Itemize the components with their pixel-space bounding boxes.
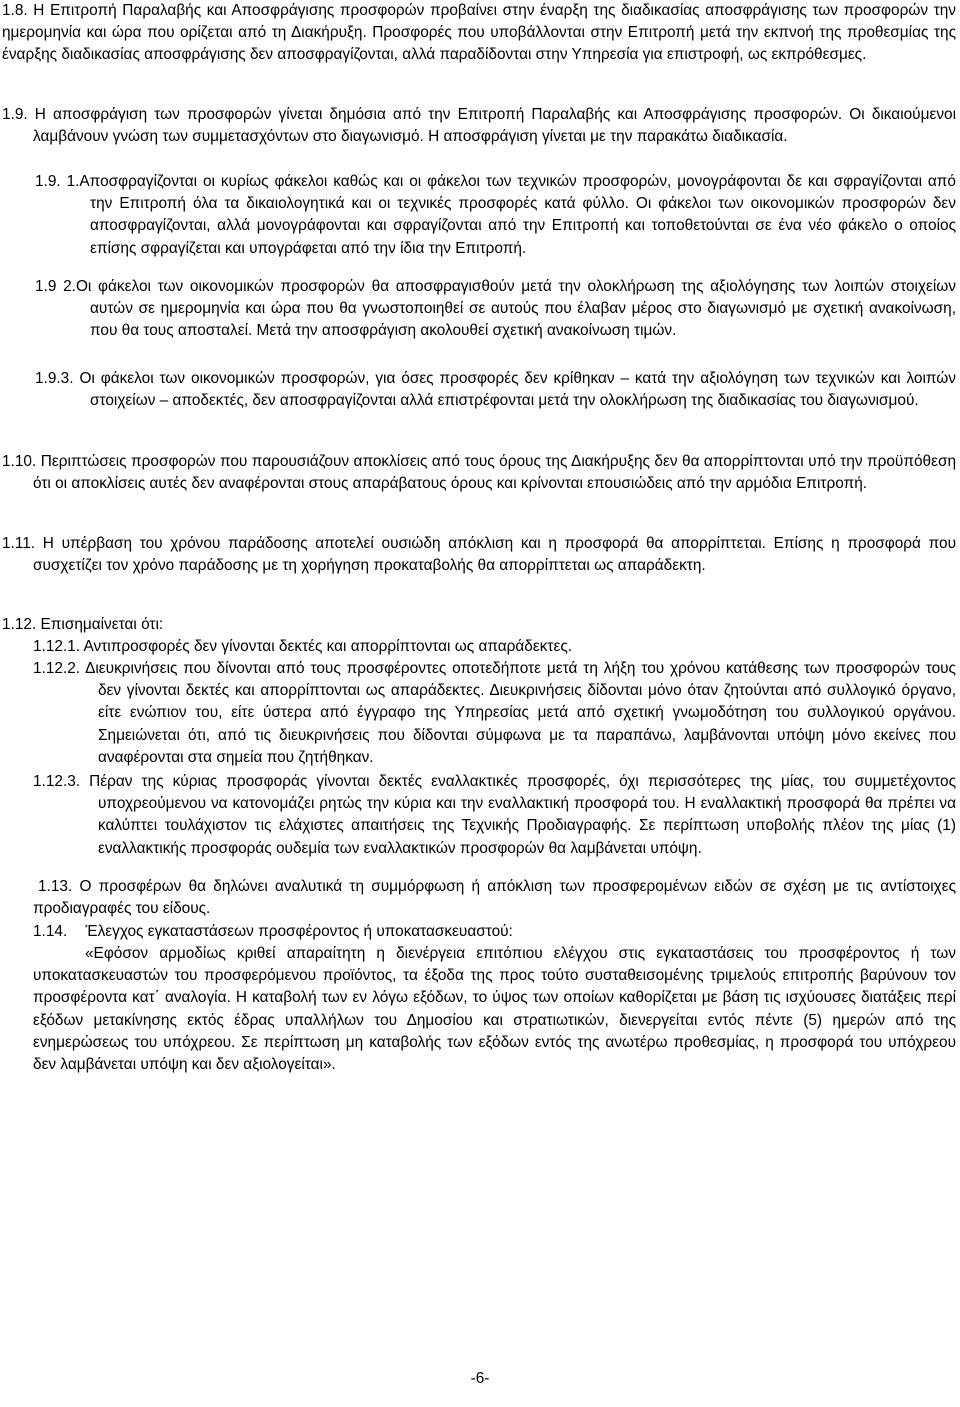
paragraph-text: Επισημαίνεται ότι:: [40, 616, 164, 633]
paragraph-1-9-3: [35, 368, 957, 412]
paragraph-1-12: [2, 614, 956, 636]
paragraph-1-14-quote: [33, 943, 956, 1076]
section-number: 1.9 2.: [35, 278, 76, 295]
paragraph-text: Διευκρινήσεις που δίνονται από τους προσφέροντες οποτεδήποτε μετά τη λήξη του χρόνου κατάθεσης των προσφορών τους δεν γίνονται δεκτές και απορρίπτονται ως απαράδεκτες. Διευκρινήσεις δίδονται μόνο όταν ζητούνται από συλλογικό όργανο, είτε ενώπιον του, είτε ύστερα από έγγραφο της Υπηρεσίας μετά από σχετική γνωμοδότηση του συλλογικού οργάνου. Σημειώνεται ότι, από τις διευκρινήσεις που δίδονται σύμφωνα με τα παραπάνω, λαμβάνονται υπόψη μόνο εκείνες που αναφέρονται στα σημεία που ζητήθηκαν.: [85, 660, 956, 766]
paragraph-text: Αποσφραγίζονται οι κυρίως φάκελοι καθώς και οι φάκελοι των τεχνικών προσφορών, μονογράφονται δε και σφραγίζονται από την Επιτροπή όλα τα δικαιολογητικά και οι τεχνικές προσφορές κατά φύλλο. Οι φάκελοι των οικονομικών προσφορών δεν αποσφραγίζονται, αλλά μονογράφονται και σφραγίζονται από την Επιτροπή και τοποθετούνται σε ένα νέο φάκελο ο οποίος επίσης σφραγίζεται και υπογράφεται από την ίδια την Επιτροπή.: [79, 173, 956, 257]
paragraph-text: Η Επιτροπή Παραλαβής και Αποσφράγισης προσφορών προβαίνει στην έναρξη της διαδικασίας αποσφράγισης των προσφορών την ημερομηνία και ώρα που ορίζεται από τη Διακήρυξη. Προσφορές που υποβάλλονται στην Επιτροπή μετά την εκπνοή της προθεσμίας της έναρξης διαδικασίας αποσφράγισης δεν αποσφραγίζονται, αλλά παραδίδονται στην Υπηρεσία για επιστροφή, ως εκπρόθεσμες.: [2, 2, 956, 64]
paragraph-1-14: [33, 921, 956, 943]
paragraph-1-8: [2, 0, 956, 67]
section-number: 1.9.: [2, 106, 28, 123]
paragraph-text: Περιπτώσεις προσφορών που παρουσιάζουν αποκλίσεις από τους όρους της Διακήρυξης δεν θα απορρίπτονται υπό την προϋπόθεση ότι οι αποκλίσεις αυτές δεν αναφέρονται στους απαράβατους όρους και κρίνονται επουσιώδεις από την αρμόδια Επιτροπή.: [33, 453, 956, 493]
paragraph-1-12-3: [33, 771, 956, 860]
paragraph-1-13: [33, 876, 956, 920]
paragraph-1-9-2: [35, 276, 956, 343]
section-number: 1.9. 1.: [35, 173, 80, 190]
paragraph-text: Οι φάκελοι των οικονομικών προσφορών θα αποσφραγισθούν μετά την ολοκλήρωση της αξιολόγησης των λοιπών στοιχείων αυτών σε ημερομηνία και ώρα που θα γνωστοποιηθεί σε αυτούς που έλαβαν μέρος στο διαγωνισμό με σχετική ανακοίνωση, που θα τους αποσταλεί. Μετά την αποσφράγιση ακολουθεί σχετική ανακοίνωση τιμών.: [75, 278, 956, 340]
paragraph-1-10: [2, 451, 956, 495]
section-number: 1.9.3.: [35, 370, 74, 387]
section-number: 1.14.: [33, 923, 68, 940]
paragraph-text: Πέραν της κύριας προσφοράς γίνονται δεκτές εναλλακτικές προσφορές, όχι περισσότερες της μίας, του συμμετέχοντος υποχρεούμενου να κατονομάζει ρητώς την κύρια και την εναλλακτική προσφορά του. Η εναλλακτική προσφορά θα πρέπει να καλύπτει τουλάχιστον τις ελάχιστες απαιτήσεις της Τεχνικής Προδιαγραφής. Σε περίπτωση υποβολής πλέον της μίας (1) εναλλακτικής προσφοράς ουδεμία των εναλλακτικών προσφορών θα λαμβάνεται υπόψη.: [89, 773, 956, 857]
paragraph-text: Η υπέρβαση του χρόνου παράδοσης αποτελεί ουσιώδη απόκλιση και η προσφορά θα απορρίπτεται. Επίσης η προσφορά που συσχετίζει τον χρόνο παράδοσης με τη χορήγηση προκαταβολής θα απορρίπτεται ως απαράδεκτη.: [33, 535, 957, 575]
paragraph-1-9-1: [35, 171, 956, 260]
paragraph-1-9: [2, 104, 957, 148]
page-number: -6-: [470, 1370, 490, 1387]
paragraph-text: Αντιπροσφορές δεν γίνονται δεκτές και απορρίπτονται ως απαράδεκτες.: [83, 638, 573, 655]
paragraph-text: Η αποσφράγιση των προσφορών γίνεται δημόσια από την Επιτροπή Παραλαβής και Αποσφράγισης προσφορών. Οι δικαιούμενοι λαμβάνουν γνώση των συμμετασχόντων στο διαγωνισμό. Η αποσφράγιση γίνεται με την παρακάτω διαδικασία.: [33, 106, 957, 146]
section-number: 1.12.1.: [33, 638, 81, 655]
section-number: 1.12.3.: [33, 773, 81, 790]
paragraph-heading: Έλεγχος εγκαταστάσεων προσφέροντος ή υποκατασκευαστού:: [85, 923, 513, 940]
paragraph-1-12-2: [33, 658, 956, 769]
paragraph-1-11: [2, 533, 957, 577]
section-number: 1.10.: [2, 453, 37, 470]
paragraph-1-12-1: [33, 636, 956, 658]
section-number: 1.8.: [2, 2, 28, 19]
section-number: 1.13.: [38, 878, 73, 895]
paragraph-text: Οι φάκελοι των οικονομικών προσφορών, για όσες προσφορές δεν κρίθηκαν – κατά την αξιολόγηση των τεχνικών και λοιπών στοιχείων – αποδεκτές, δεν αποσφραγίζονται αλλά επιστρέφονται μετά την ολοκλήρωση της διαδικασίας του διαγωνισμού.: [79, 370, 957, 410]
section-number: 1.12.2.: [33, 660, 81, 677]
paragraph-text: Ο προσφέρων θα δηλώνει αναλυτικά τη συμμόρφωση ή απόκλιση των προσφερομένων ειδών σε σχέση με τις αντίστοιχες προδιαγραφές του είδους.: [33, 878, 956, 918]
section-number: 1.11.: [2, 535, 36, 552]
paragraph-text: «Εφόσον αρμοδίως κριθεί απαραίτητη η διενέργεια επιτόπιου ελέγχου στις εγκαταστάσεις του προσφέροντος ή των υποκατασκευαστών του προσφερόμενου προϊόντος, τα έξοδα της προς τούτο συσταθεισομένης τριμελούς επιτροπής βαρύνουν τον προσφέροντα κατ΄ αναλογία. Η καταβολή των εν λόγω εξόδων, το ύψος των οποίων καθορίζεται με βάση τις ισχύουσες διατάξεις περί εξόδων μετακίνησης εκτός έδρας υπαλλήλων του Δημοσίου και στρατιωτικών, διενεργείται εντός πέντε (5) ημερών από της ενημερώσεως του υπόχρεου. Σε περίπτωση μη καταβολής των εξόδων εντός της ανωτέρω προθεσμίας, η προσφορά του υπόχρεου δεν λαμβάνεται υπόψη και δεν αξιολογείται».: [33, 945, 956, 1074]
section-number: 1.12.: [2, 616, 37, 633]
